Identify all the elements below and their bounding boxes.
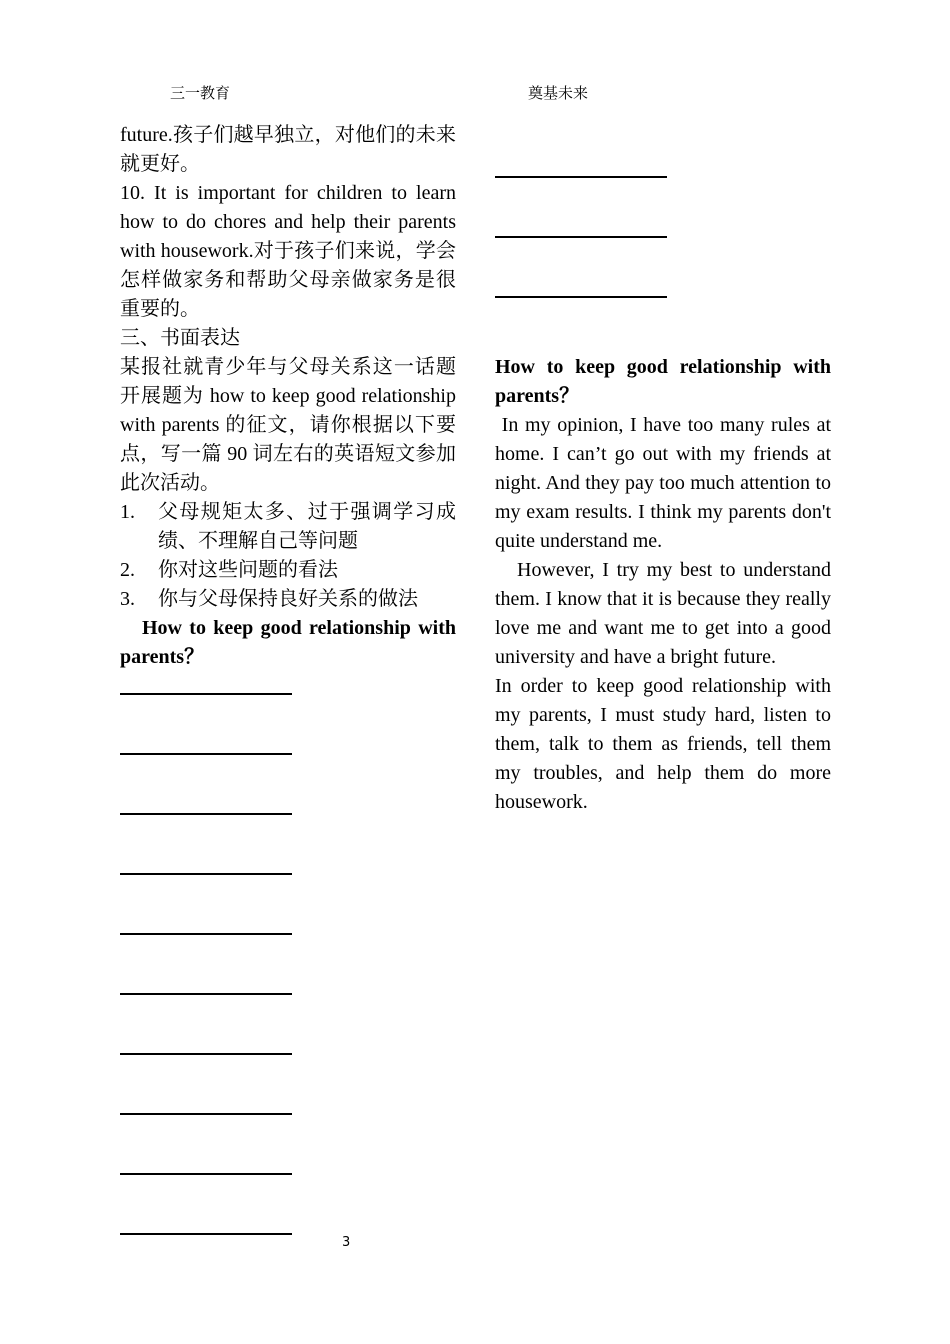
answer-line[interactable] bbox=[120, 1144, 292, 1175]
left-paragraph-2: 10. It is important for children to learn how to do chores and help their parents with housework.对于孩子们来说，学会怎样做家务和帮助父母亲做家务是很重要的。 bbox=[120, 182, 456, 320]
essay-title-left: How to keep good relationship with parents？ bbox=[120, 617, 456, 668]
answer-line[interactable] bbox=[495, 207, 667, 238]
section-heading: 三、书面表达 bbox=[120, 327, 240, 349]
answer-line[interactable] bbox=[495, 267, 667, 298]
writing-prompt: 某报社就青少年与父母关系这一话题开展题为 how to keep good relationship with parents 的征文，请你根据以下要点，写一篇 90 词左右的英语短文参加此次活动。 bbox=[120, 356, 456, 494]
point-text: 你对这些问题的看法 bbox=[158, 559, 338, 581]
prompt-point-2 bbox=[120, 556, 456, 585]
point-number: 2. bbox=[120, 559, 135, 581]
point-number: 1. bbox=[120, 501, 135, 523]
point-text: 你与父母保持良好关系的做法 bbox=[158, 588, 418, 610]
answer-line[interactable] bbox=[120, 1084, 292, 1115]
answer-line[interactable] bbox=[120, 1024, 292, 1055]
left-paragraph-1: future.孩子们越早独立，对他们的未来就更好。 bbox=[120, 124, 456, 175]
header-left: 三一教育 bbox=[170, 84, 231, 102]
answer-lines-left bbox=[120, 664, 292, 1264]
answer-line[interactable] bbox=[120, 904, 292, 935]
essay-paragraph-1: In my opinion, I have too many rules at home. I can’t go out with my friends at night. And they pay too much attention to my exam results. I think my parents don't quite understand me. bbox=[495, 414, 837, 552]
essay-title-right: How to keep good relationship with parents？ bbox=[495, 356, 831, 407]
answer-line[interactable] bbox=[120, 844, 292, 875]
point-text: 父母规矩太多、过于强调学习成绩、不理解自己等问题 bbox=[158, 501, 456, 552]
answer-line[interactable] bbox=[120, 724, 292, 755]
answer-line[interactable] bbox=[120, 964, 292, 995]
answer-line[interactable] bbox=[495, 147, 667, 178]
prompt-point-3 bbox=[120, 585, 456, 614]
answer-lines-right bbox=[495, 147, 667, 327]
essay-paragraph-3: In order to keep good relationship with my parents, I must study hard, listen to them, talk to them as friends, tell them my troubles, and help them do more housework. bbox=[495, 675, 831, 813]
right-column bbox=[495, 353, 837, 817]
answer-line[interactable] bbox=[120, 664, 292, 695]
prompt-point-1 bbox=[120, 498, 456, 556]
header-right: 奠基未来 bbox=[528, 84, 589, 102]
answer-line[interactable] bbox=[120, 784, 292, 815]
essay-paragraph-2: However, I try my best to understand them. I know that it is because they really love me and want me to get into a good university and have a bright future. bbox=[495, 559, 831, 668]
point-number: 3. bbox=[120, 588, 135, 610]
answer-line[interactable] bbox=[120, 1204, 292, 1235]
page-number: 3 bbox=[342, 1235, 351, 1250]
left-column bbox=[120, 121, 456, 672]
